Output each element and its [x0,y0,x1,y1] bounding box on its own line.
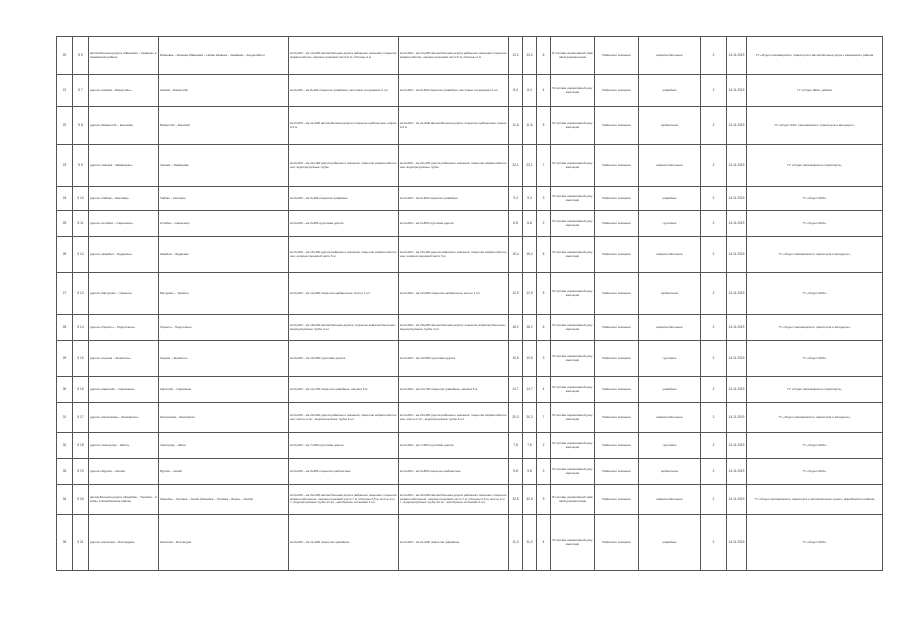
register-body [57,37,883,571]
row-number: 30 [57,377,73,403]
length-total: 14,7 [509,377,523,403]
row-number: 34 [57,485,73,515]
row-number: 23 [57,145,73,187]
row-code: 5 20 [73,485,89,515]
document-status: В составе нормативной документации [551,237,595,273]
lanes-count: 2 [701,433,727,459]
document-status: В составе нормативной документации [551,515,595,571]
registration-date: 14.11.2019 [727,145,747,187]
road-details: км 0+000 – км 32+500 автомобильная дорога районного значения; покрытие асфальтобетонное; ширина проезжей части 7 м; обочины 2,5 м; мосты 3 шт.; водопропускные трубы 12 шт.; автобусные остановки 4 шт. [399,485,509,515]
road-details: км 0+000 – км 13+200 автомобильная дорога районного значения; покрытие асфальтобетон; ширина проезжей части 6 м; обочины 2 м [399,37,509,75]
object-count: 2 [537,211,551,237]
surface-type: щебёночное [639,459,701,485]
road-name: дорога «Сырым – Жымпиты» [89,341,159,377]
lanes-count: 2 [701,403,727,433]
road-name: автомобильная дорога «Ивановка – Казанка» в Акжаикском районе [89,37,159,75]
row-code: 5 7 [73,75,89,107]
object-count: 6 [537,315,551,341]
document-status: В составе нормативной документации [551,377,595,403]
responsible-body: ГУ «Отдел ЖКХ» [747,433,883,459]
length-total: 20,3 [509,403,523,433]
object-count: 9 [537,485,551,515]
document-status: В составе нормативной документации [551,273,595,315]
document-status: В составе нормативной документации [551,433,595,459]
row-number: 33 [57,459,73,485]
surface-type: асфальтобетонное [639,485,701,515]
lanes-count: 2 [701,485,727,515]
registration-date: 14.11.2019 [727,433,747,459]
responsible-body: ГУ «Отдел ЖКХ» [747,273,883,315]
road-category: Районного значения [595,433,639,459]
road-category: Районного значения [595,37,639,75]
responsible-body: ГУ «Отдел ЖКХ, пассажирского транспорта и автодорог» [747,107,883,145]
road-route: Бурлин – Аксай [159,459,289,485]
row-code: 5 19 [73,459,89,485]
row-number: 21 [57,75,73,107]
row-number: 35 [57,515,73,571]
row-code: 5 15 [73,341,89,377]
row-code: 5 16 [73,377,89,403]
document-status: В составе нормативной документации [551,145,595,187]
table-row [57,187,883,211]
responsible-body: ГУ «Отдел пассажирского транспорта и автодорог» [747,315,883,341]
length-total: 10,5 [509,341,523,377]
road-name: дорога «Чингирлау – Шили» [89,433,159,459]
road-name: дорога «Тайпак – Кзылжар» [89,187,159,211]
surface-type: гравийное [639,515,701,571]
row-code: 5 8 [73,107,89,145]
document-status: В составе нормативной документации [551,315,595,341]
length-total: 7,6 [509,433,523,459]
road-category: Районного значения [595,273,639,315]
length-total: 13,2 [509,37,523,75]
table-row [57,433,883,459]
responsible-body: ГУ «Отдел пассажирского транспорта и автомобильных дорог» Жанибекского района [747,485,883,515]
object-count: 7 [537,403,551,433]
registration-date: 14.11.2019 [727,459,747,485]
document-status: В составе нормативной документации [551,211,595,237]
table-row [57,515,883,571]
length-paved: 32,5 [523,485,537,515]
document-status: В составе нормативной документации [551,341,595,377]
road-category: Районного значения [595,377,639,403]
lanes-count: 2 [701,459,727,485]
road-category: Районного значения [595,403,639,433]
road-details: км 0+000 – км 6+800 грунтовая дорога [399,211,509,237]
row-number: 24 [57,187,73,211]
road-name: дорога «Бурлин – Аксай» [89,459,159,485]
length-paved: 14,7 [523,377,537,403]
surface-type: асфальтобетонное [639,37,701,75]
document-status: В составе нормативной документации [551,459,595,485]
surface-type: грунтовое [639,341,701,377]
table-row [57,459,883,485]
road-details: км 0+000 – км 18+200 автомобильная дорога; покрытие асфальтобетонное; водопропускные трубы 4 шт. [399,315,509,341]
register-table [56,36,883,571]
responsible-body: ГУ «Отдел ЖКХ» [747,187,883,211]
road-route: Чапаев – Январцево [159,145,289,187]
road-name: дорога «Базартобе – Есенсай» [89,107,159,145]
lanes-count: 2 [701,237,727,273]
road-name: дорога «Чапаев – Январцево» [89,145,159,187]
responsible-body: ГУ «Отдел пассажирского транспорта и автодорог» [747,237,883,273]
row-number: 25 [57,211,73,237]
lanes-count: 2 [701,187,727,211]
road-category: Районного значения [595,107,639,145]
road-description: км 0+000 – км 9+800 покрытие щебёночное [289,459,399,485]
table-row [57,37,883,75]
lanes-count: 2 [701,107,727,145]
registration-date: 14.11.2019 [727,37,747,75]
length-total: 11,6 [509,107,523,145]
responsible-body: ГУ «Отдел пассажирского транспорта» [747,377,883,403]
responsible-body: ГУ «Отдел ЖКХ» района [747,75,883,107]
table-row [57,273,883,315]
length-total: 9,8 [509,459,523,485]
lanes-count: 2 [701,377,727,403]
row-number: 32 [57,433,73,459]
table-row [57,403,883,433]
table-row [57,75,883,107]
road-details: км 0+000 – км 14+700 покрытие гравийное; ширина 6 м [399,377,509,403]
road-description: км 0+000 – км 18+200 автомобильная дорога; покрытие асфальтобетонное; водопропускные трубы 4 шт. [289,315,399,341]
row-number: 31 [57,403,73,433]
registration-date: 14.11.2019 [727,341,747,377]
road-route: Базартобе – Есенсай [159,107,289,145]
length-total: 32,5 [509,485,523,515]
road-details: км 0+000 – км 8+400 покрытие гравийное; мостовые сооружения 2 шт. [399,75,509,107]
row-number: 20 [57,37,73,75]
responsible-body: ГУ «Отдел ЖКХ» [747,515,883,571]
road-name: дорога «Каратобе – Саралжын» [89,377,159,403]
road-category: Районного значения [595,75,639,107]
road-details: км 0+000 – км 9+300 покрытие гравийное [399,187,509,211]
lanes-count: 2 [701,211,727,237]
object-count: 6 [537,37,551,75]
road-details: км 0+000 – км 12+900 покрытие щебёночное; мосты 1 шт. [399,273,509,315]
length-paved: 11,0 [523,515,537,571]
road-description: км 0+000 – км 11+600 автомобильная дорога; покрытие щебёночное; ширина 6 м [289,107,399,145]
responsible-body: ГУ «Отдел пассажирского транспорта и автодорог» [747,403,883,433]
road-route: Казталов – Бостандык [159,515,289,571]
registration-date: 14.11.2019 [727,107,747,145]
surface-type: грунтовое [639,211,701,237]
surface-type: асфальтобетонное [639,315,701,341]
length-paved: 8,4 [523,75,537,107]
road-details: км 0+000 – км 11+000 покрытие гравийное [399,515,509,571]
responsible-body: ГУ «Отдел пассажирского транспорта» [747,145,883,187]
road-category: Районного значения [595,145,639,187]
road-description: км 0+000 – км 11+000 покрытие гравийное [289,515,399,571]
registration-date: 14.11.2019 [727,187,747,211]
object-count: 3 [537,341,551,377]
length-total: 18,2 [509,315,523,341]
row-number: 28 [57,315,73,341]
responsible-body: ГУ «Отдел ЖКХ» [747,211,883,237]
table-row [57,237,883,273]
length-paved: 13,2 [523,37,537,75]
road-name: дорога «Казталов – Бостандык» [89,515,159,571]
length-total: 11,0 [509,515,523,571]
length-paved: 9,8 [523,459,537,485]
road-description: км 0+000 – км 9+300 покрытие гравийное [289,187,399,211]
document-page [56,36,882,612]
object-count: 4 [537,515,551,571]
road-category: Районного значения [595,485,639,515]
length-paved: 22,1 [523,145,537,187]
length-paved: 15,4 [523,237,537,273]
document-status: В составе нормативной документации [551,403,595,433]
road-name: дорога «Мичурино – Трекино» [89,273,159,315]
road-name: дорога «Алгабас – Сарыомир» [89,211,159,237]
lanes-count: 2 [701,273,727,315]
road-description: км 0+000 – км 13+200 автомобильная дорога районного значения; покрытие асфальтобетон; ширина проезжей части 6 м; обочины 2 м [289,37,399,75]
registration-date: 14.11.2019 [727,377,747,403]
road-route: Теректы – Подстепное [159,315,289,341]
road-route: Каратобе – Саралжын [159,377,289,403]
road-details: км 0+000 – км 9+800 покрытие щебёночное [399,459,509,485]
road-route: Алгабас – Сарыомир [159,211,289,237]
length-total: 9,3 [509,187,523,211]
surface-type: гравийное [639,377,701,403]
document-status: В составе нормативной документации [551,107,595,145]
road-name: дорога «Жамбыл – Бударино» [89,237,159,273]
length-total: 12,9 [509,273,523,315]
length-paved: 20,3 [523,403,537,433]
road-description: км 0+000 – км 8+400 покрытие гравийное; мостовые сооружения 2 шт. [289,75,399,107]
registration-date: 14.11.2019 [727,273,747,315]
document-status: В составе нормативной правовой документации [551,37,595,75]
row-code: 5 10 [73,187,89,211]
length-total: 22,1 [509,145,523,187]
object-count: 7 [537,145,551,187]
road-category: Районного значения [595,315,639,341]
road-category: Районного значения [595,459,639,485]
road-name: дорога «Теректы – Подстепное» [89,315,159,341]
object-count: 6 [537,237,551,273]
road-route: Чингирлау – Шили [159,433,289,459]
table-row [57,485,883,515]
road-description: км 0+000 – км 12+900 покрытие щебёночное; мосты 1 шт. [289,273,399,315]
document-status: В составе нормативной документации [551,187,595,211]
row-number: 29 [57,341,73,377]
registration-date: 14.11.2019 [727,515,747,571]
surface-type: щебёночное [639,273,701,315]
length-paved: 9,3 [523,187,537,211]
road-route: Ивановка – Казанка (Ивановка – Новая Казанка – Аккайнар – Калдыгайты) [159,37,289,75]
road-category: Районного значения [595,211,639,237]
length-paved: 18,2 [523,315,537,341]
road-description: км 0+000 – км 22+100 дорога районного значения; покрытие асфальтобетонное; водопропускные трубы [289,145,399,187]
road-details: км 0+000 – км 22+100 дорога районного значения; покрытие асфальтобетонное; водопропускные трубы [399,145,509,187]
road-description: км 0+000 – км 7+600 грунтовая дорога [289,433,399,459]
row-code: 5 18 [73,433,89,459]
row-code: 5 5 [73,37,89,75]
road-details: км 0+000 – км 11+600 автомобильная дорога; покрытие щебёночное; ширина 6 м [399,107,509,145]
registration-date: 14.11.2019 [727,237,747,273]
lanes-count: 2 [701,315,727,341]
road-route: Жанибек – Таловка – Акоба (Жанибек – Таловка – Борсы – Акоба) [159,485,289,515]
responsible-body: ГУ «Отдел пассажирского транспорта и автомобильных дорог» Акжаикского района [747,37,883,75]
road-route: Сырым – Жымпиты [159,341,289,377]
lanes-count: 2 [701,37,727,75]
length-total: 6,8 [509,211,523,237]
road-route: Казталовка – Жалпактал [159,403,289,433]
road-route: Жамбыл – Бударино [159,237,289,273]
surface-type: асфальтобетонное [639,237,701,273]
object-count: 4 [537,377,551,403]
object-count: 3 [537,187,551,211]
object-count: 4 [537,75,551,107]
road-details: км 0+000 – км 10+500 грунтовая дорога [399,341,509,377]
row-code: 5 9 [73,145,89,187]
table-row [57,377,883,403]
road-description: км 0+000 – км 32+500 автомобильная дорога районного значения; покрытие асфальтобетонное; ширина проезжей части 7 м; обочины 2,5 м; мосты 3 шт.; водопропускные трубы 12 шт.; автобусные остановки 4 шт. [289,485,399,515]
object-count: 2 [537,433,551,459]
row-number: 27 [57,273,73,315]
table-row [57,341,883,377]
table-row [57,211,883,237]
row-code: 5 13 [73,273,89,315]
length-total: 8,4 [509,75,523,107]
surface-type: гравийное [639,75,701,107]
registration-date: 14.11.2019 [727,403,747,433]
road-category: Районного значения [595,187,639,211]
row-code: 5 12 [73,237,89,273]
registration-date: 14.11.2019 [727,75,747,107]
length-paved: 12,9 [523,273,537,315]
surface-type: асфальтобетонное [639,403,701,433]
road-route: Тайпак – Кзылжар [159,187,289,211]
road-name: дорога «Акжаик – Базартобе» [89,75,159,107]
responsible-body: ГУ «Отдел ЖКХ» [747,459,883,485]
document-status: В составе нормативной документации [551,75,595,107]
length-paved: 11,6 [523,107,537,145]
road-name: дорога «Казталовка – Жалпактал» [89,403,159,433]
row-code: 5 17 [73,403,89,433]
row-code: 5 14 [73,315,89,341]
length-paved: 6,8 [523,211,537,237]
road-description: км 0+000 – км 14+700 покрытие гравийное; ширина 6 м [289,377,399,403]
table-row [57,145,883,187]
registration-date: 14.11.2019 [727,211,747,237]
lanes-count: 2 [701,75,727,107]
road-details: км 0+000 – км 20+300 дорога районного значения; покрытие асфальтобетонное; мосты 2 шт.; водопропускные трубы 6 шт. [399,403,509,433]
surface-type: асфальтобетонное [639,145,701,187]
road-details: км 0+000 – км 7+600 грунтовая дорога [399,433,509,459]
table-row [57,107,883,145]
table-row [57,315,883,341]
road-description: км 0+000 – км 15+400 дорога районного значения; покрытие асфальтобетонное; ширина проезжей части 6 м [289,237,399,273]
row-number: 22 [57,107,73,145]
road-route: Акжаик – Базартобе [159,75,289,107]
road-name: автомобильная дорога «Жанибек – Таловка – Акоба» в Жанибекском районе [89,485,159,515]
road-description: км 0+000 – км 6+800 грунтовая дорога [289,211,399,237]
road-category: Районного значения [595,515,639,571]
object-count: 5 [537,273,551,315]
road-details: км 0+000 – км 15+400 дорога районного значения; покрытие асфальтобетонное; ширина проезжей части 6 м [399,237,509,273]
length-paved: 10,5 [523,341,537,377]
row-code: 5 11 [73,211,89,237]
responsible-body: ГУ «Отдел ЖКХ» [747,341,883,377]
road-category: Районного значения [595,237,639,273]
lanes-count: 2 [701,145,727,187]
length-total: 15,4 [509,237,523,273]
road-category: Районного значения [595,341,639,377]
registration-date: 14.11.2019 [727,485,747,515]
object-count: 5 [537,107,551,145]
object-count: 3 [537,459,551,485]
lanes-count: 2 [701,515,727,571]
surface-type: грунтовое [639,433,701,459]
lanes-count: 2 [701,341,727,377]
road-route: Мичурино – Трекино [159,273,289,315]
road-description: км 0+000 – км 20+300 дорога районного значения; покрытие асфальтобетонное; мосты 2 шт.; водопропускные трубы 6 шт. [289,403,399,433]
row-number: 26 [57,237,73,273]
document-status: В составе нормативной правовой документации [551,485,595,515]
length-paved: 7,6 [523,433,537,459]
registration-date: 14.11.2019 [727,315,747,341]
road-description: км 0+000 – км 10+500 грунтовая дорога [289,341,399,377]
surface-type: гравийное [639,187,701,211]
surface-type: щебёночное [639,107,701,145]
row-code: 5 21 [73,515,89,571]
